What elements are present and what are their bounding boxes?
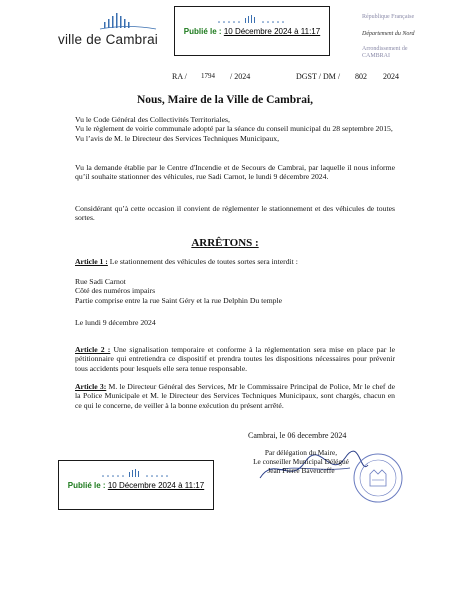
ref-ra-label: RA / — [172, 72, 187, 81]
stamp-line — [59, 481, 213, 490]
stamp-label: Publié le : — [67, 481, 106, 490]
vu-avis: Vu l’avis de M. le Directeur des Services Techniques Municipaux, — [75, 133, 280, 143]
page-title: Nous, Maire de la Ville de Cambrai, — [136, 94, 314, 106]
list-item: Côté des numéros impairs — [75, 286, 156, 296]
article-1-label: Article 1 : — [75, 257, 108, 266]
stamp-date: 10 Décembre 2024 à 11:17 — [107, 481, 205, 490]
stamp-line — [175, 27, 329, 36]
signature-place-date: Cambrai, le 06 decembre 2024 — [248, 431, 347, 440]
header-arrondissement: Arrondissement de CAMBRAI — [362, 46, 408, 59]
header-departement: Département du Nord — [362, 31, 415, 37]
article-1-text: Le stationnement des véhicules de toutes sortes sera interdit : — [107, 257, 298, 266]
list-item: Rue Sadi Carnot — [75, 277, 126, 286]
list-item: Partie comprise entre la rue Saint Géry et la rue Delphin Du temple — [75, 295, 283, 305]
publication-stamp-top — [174, 6, 330, 56]
signature-name: Jean Pierre Baveuceffe — [267, 465, 335, 475]
article-1-date: Le lundi 9 décembre 2024 — [75, 318, 156, 327]
vu-reglement: Vu le règlement de voirie communale adopté par la séance du conseil municipal du 28 septembre 2015, — [75, 124, 393, 134]
ref-dgst-number: 802 — [355, 72, 367, 81]
logo-mark-icon — [98, 10, 158, 30]
considerant: Considérant qu’à cette occasion il convient de réglementer le stationnement et des véhicules de toutes sortes. — [75, 204, 395, 223]
article-2-text: Une signalisation temporaire et conforme à la réglementation sera mise en place par le pétitionnaire qui entretiendra ce dispositif et prendra toutes les dispositions nécessaires pour prévenir tous accidents pour lesquels elle sera tenue responsable. — [75, 345, 396, 373]
article-1 — [75, 257, 395, 266]
article-3-text: M. le Directeur Général des Services, Mr le Commissaire Principal de Police, Mr le chef de la Police Municipale et M. le Directeur des Services Techniques Municipaux, sont chargés, chacun en ce qui le concerne, de veiller à la bonne exécution du présent arrêté. — [75, 382, 395, 410]
ref-dgst-label: DGST / DM / — [296, 72, 341, 81]
stamp-dots-icon — [99, 468, 173, 478]
stamp-label: Publié le : — [183, 27, 222, 36]
article-3 — [75, 382, 395, 410]
signature-block — [236, 449, 366, 475]
article-1-list — [75, 277, 395, 305]
signature-delegation: Par délégation du Maire, — [264, 448, 338, 457]
publication-stamp-bottom — [58, 460, 214, 510]
vu-cgct: Vu le Code Général des Collectivités Territoriales, — [75, 115, 230, 124]
stamp-dots-icon — [215, 14, 289, 24]
logo-text: ville de Cambrai — [58, 32, 158, 47]
header-republique: République Française — [362, 14, 415, 20]
official-seal-icon — [352, 452, 404, 504]
stamp-date: 10 Décembre 2024 à 11:17 — [223, 27, 321, 36]
vu-demande: Vu la demande établie par le Centre d'Incendie et de Secours de Cambrai, par laquelle il nous informe qu’il souhaite stationner des véhicules, rue Sadi Carnot, le lundi 9 décembre 2024. — [75, 163, 395, 182]
ref-ra-year: / 2024 — [230, 72, 251, 81]
article-3-label: Article 3: — [75, 382, 107, 391]
city-logo — [58, 8, 158, 48]
vu-block — [75, 115, 395, 143]
arretons-heading: ARRÊTONS : — [191, 237, 259, 249]
article-2-label: Article 2 : — [75, 345, 111, 354]
ref-dgst-year: 2024 — [383, 72, 399, 81]
ref-ra-number: 1794 — [201, 72, 215, 80]
signature-role: Le conseiller Municipal Délégué — [253, 456, 349, 466]
article-2 — [75, 345, 395, 373]
